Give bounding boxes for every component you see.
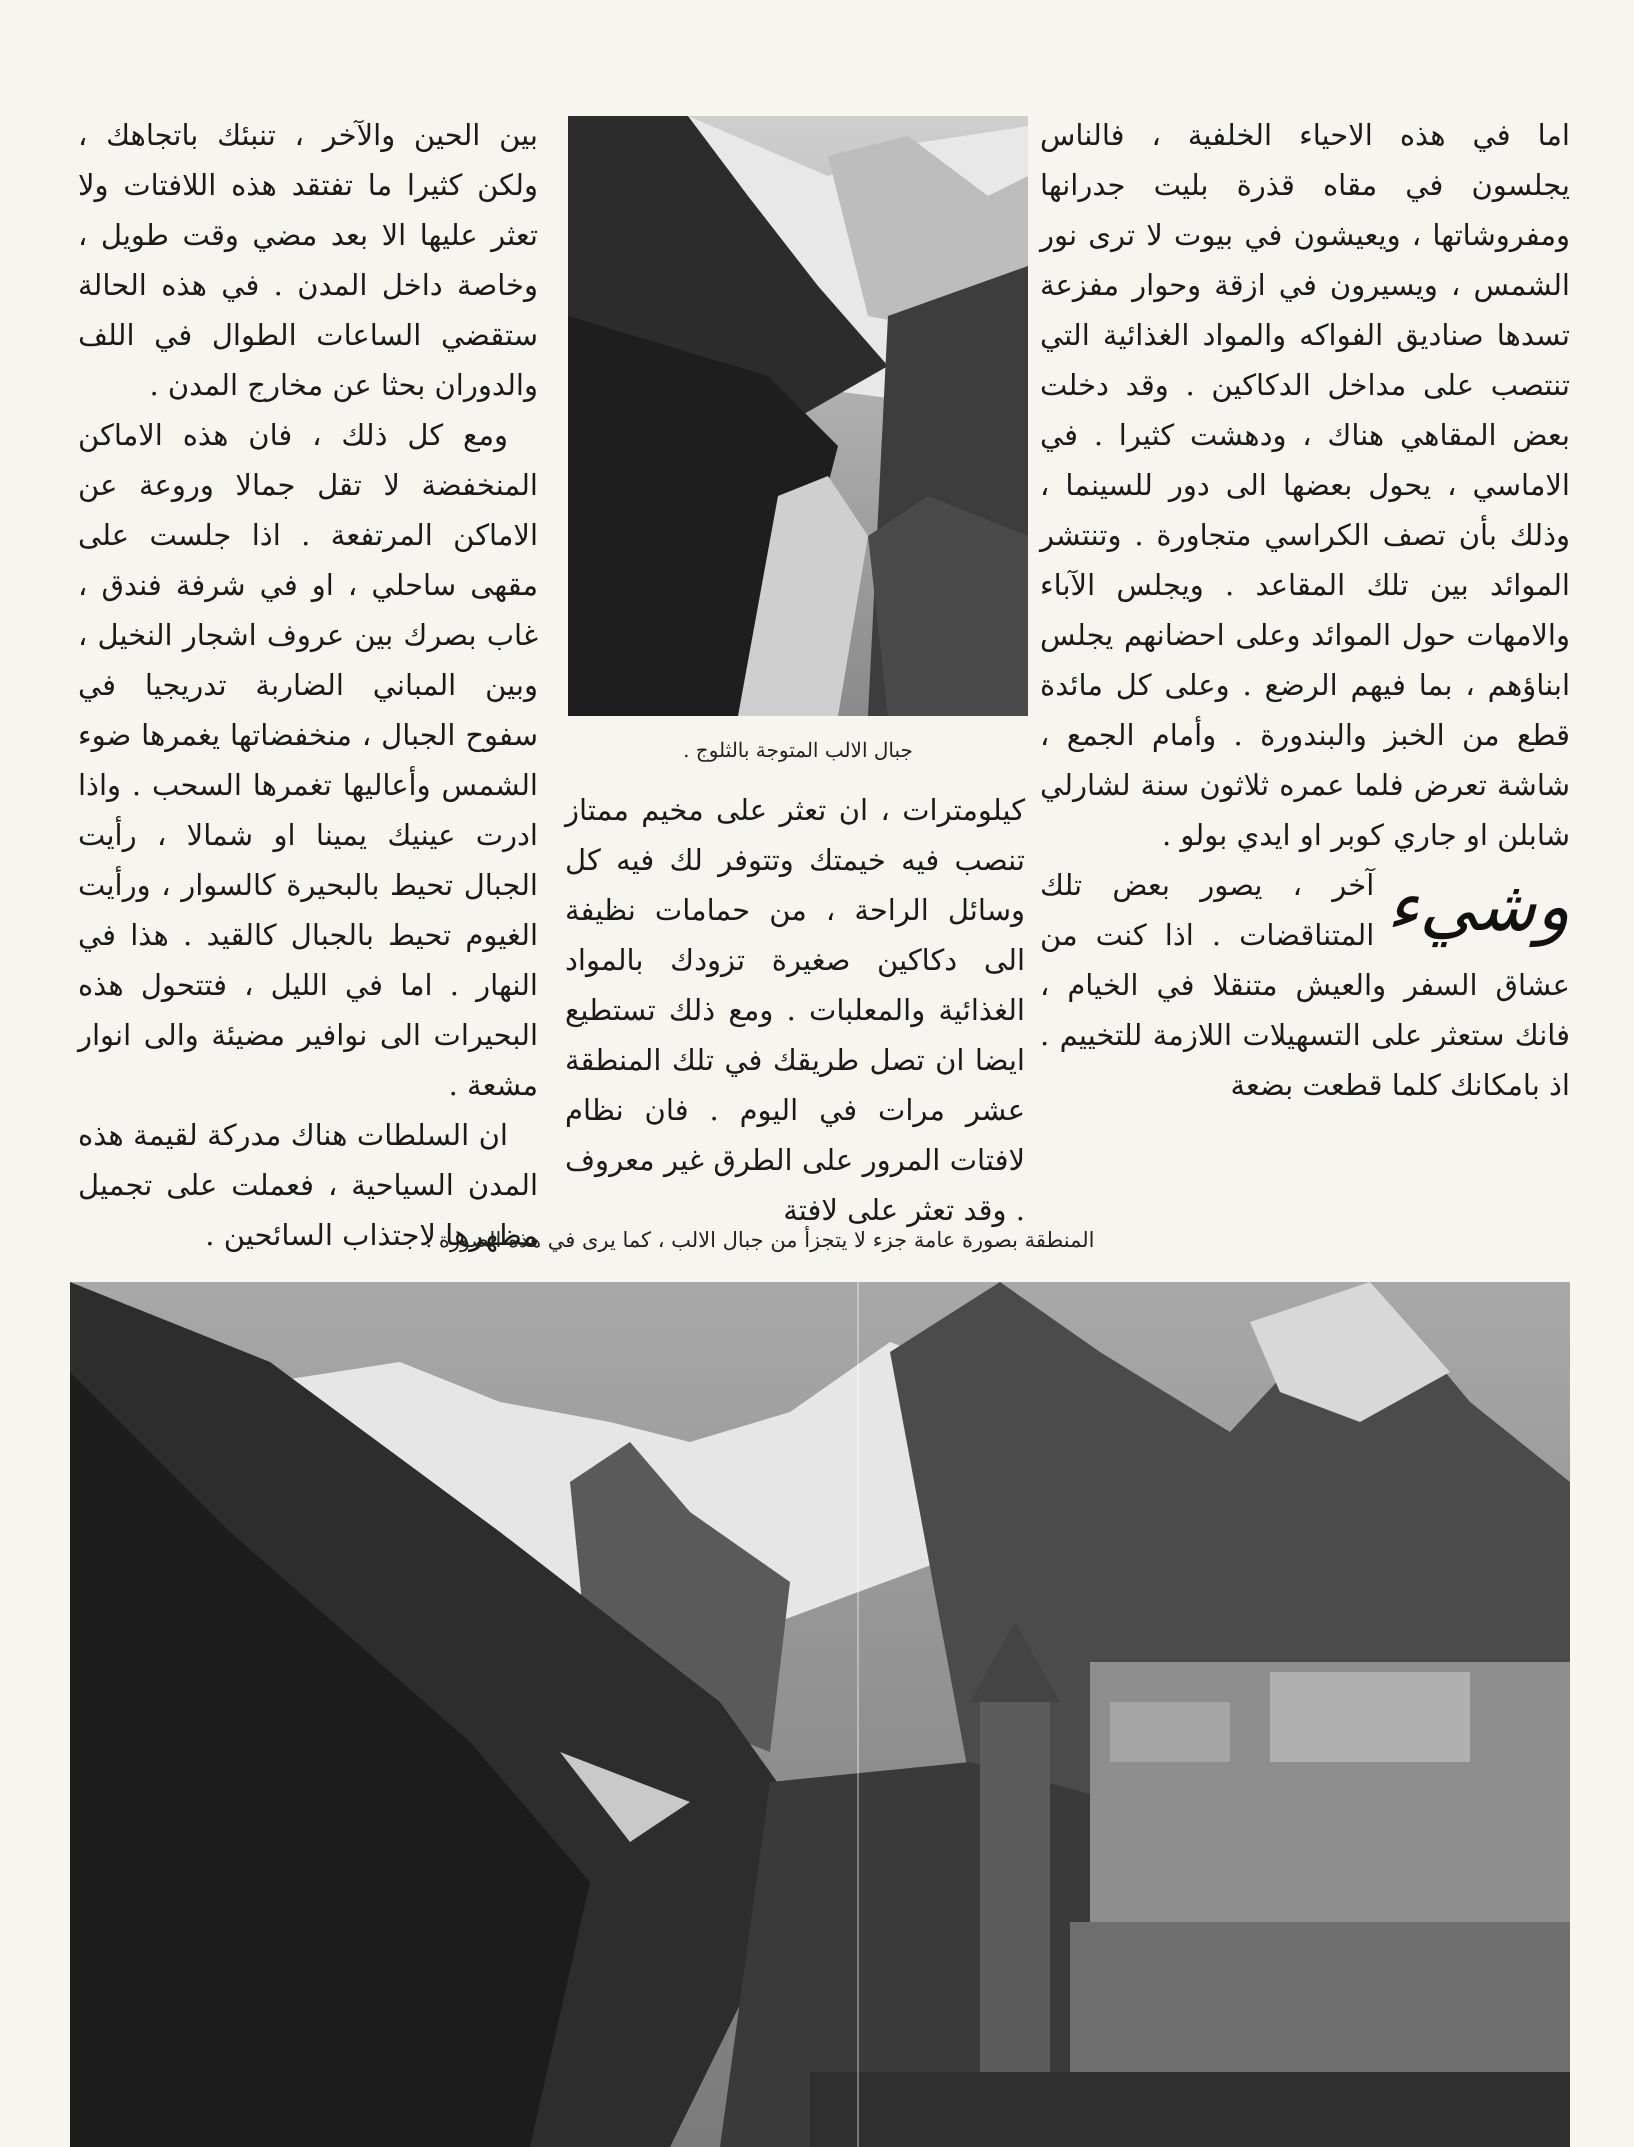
left-paragraph-1: بين الحين والآخر ، تنبئك باتجاهك ، ولكن كثيرا ما تفتقد هذه اللافتات ولا تعثر عليها الا بعد مضي وقت طويل ، وخاصة داخل المدن . في هذه الحالة ستقضي الساعات الطوال في اللف والدوران بحثا عن مخارج المدن . (78, 118, 538, 402)
bottom-photo-caption: المنطقة بصورة عامة جزء لا يتجزأ من جبال الالب ، كما يرى في هذه الصورة . (425, 1228, 1095, 1252)
left-paragraph-2: ومع كل ذلك ، فان هذه الاماكن المنخفضة لا تقل جمالا وروعة عن الاماكن المرتفعة . اذا جلست على مقهى ساحلي ، او في شرفة فندق ، غاب بصرك بين عروف اشجار النخيل ، وبين المباني الضاربة تدريجيا في سفوح الجبال ، منخفضاتها يغمرها ضوء الشمس وأعاليها تغمرها السحب . واذا ادرت عينيك يمينا او شمالا ، رأيت الجبال تحيط بالبحيرة كالسوار ، ورأيت الغيوم تحيط بالجبال كالقيد . هذا في النهار . اما في الليل ، فتتحول هذه البحيرات الى نوافير مضيئة والى انوار مشعة . (78, 418, 538, 1102)
left-text-column (78, 110, 538, 1260)
right-paragraph-1: اما في هذه الاحياء الخلفية ، فالناس يجلسون في مقاه قذرة بليت جدرانها ومفروشاتها ، ويعيشون في بيوت لا ترى نور الشمس ، ويسيرون في ازقة وحوار مفزعة تسدها صناديق الفواكه والمواد الغذائية التي تنتصب على مداخل الدكاكين . وقد دخلت بعض المقاهي هناك ، ودهشت كثيرا . في الاماسي ، يحول بعضها الى دور للسينما ، وذلك بأن تصف الكراسي متجاورة . وتنتشر الموائد بين تلك المقاعد . ويجلس الآباء والامهات حول الموائد وعلى احضانهم يجلس ابناؤهم ، بما فيهم الرضع . وعلى كل مائدة قطع من الخبز والبندورة . وأمام الجمع ، شاشة تعرض فلما عمره ثلاثون سنة لشارلي شابلن او جاري كوبر او ايدي بولو . (1040, 118, 1570, 852)
decorative-initial: وشيء (1386, 865, 1570, 947)
middle-paragraph-1: كيلومترات ، ان تعثر على مخيم ممتاز تنصب فيه خيمتك وتتوفر لك فيه كل وسائل الراحة ، من حمامات نظيفة الى دكاكين صغيرة تزودك بالمواد الغذائية والمعلبات . ومع ذلك تستطيع ايضا ان تصل طريقك في تلك المنطقة عشر مرات في اليوم . فان نظام لافتات المرور على الطرق غير معروف . وقد تعثر على لافتة (565, 793, 1025, 1227)
top-photo-caption: جبال الالب المتوجة بالثلوج . (683, 738, 913, 762)
alps-valley-photo (568, 116, 1028, 716)
left-paragraph-3: ان السلطات هناك مدركة لقيمة هذه المدن السياحية ، فعملت على تجميل مظهرها لاجتذاب السائحين . (78, 1118, 538, 1252)
alps-panorama-photo (70, 1282, 1570, 2147)
page-fold-line (857, 1282, 859, 2147)
right-paragraph-2-block (1040, 860, 1570, 1110)
right-paragraph-2: آخر ، يصور بعض تلك المتناقضات . اذا كنت من عشاق السفر والعيش متنقلا في الخيام ، فانك ستعثر على التسهيلات اللازمة للتخييم . اذ بامكانك كلما قطعت بضعة (1040, 868, 1570, 1102)
right-text-column (1040, 110, 1570, 1110)
middle-text-column (565, 785, 1025, 1235)
